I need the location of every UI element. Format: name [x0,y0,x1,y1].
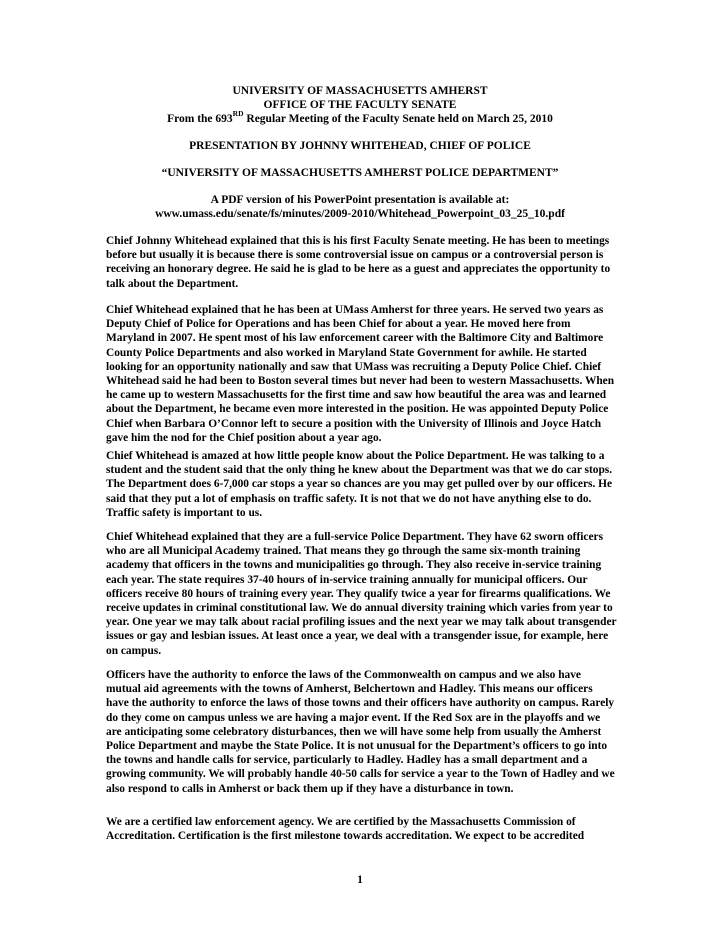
paragraph-training: Chief Whitehead explained that they are a full-service Police Department. They have 62 sworn officers who are all Municipal Academy trained. That means they go through the same six-month training academy that officers in the towns and municipalities go through. They also receive in-service training each year. The state requires 37-40 hours of in-service training annually for municipal officers. Our officers receive 80 hours of training every year. They qualify twice a year for firearms qualifications. We receive updates in criminal constitutional law. We do annual diversity training which varies from year to year. One year we may talk about racial profiling issues and the next year we may talk about transgender issues or gay and lesbian issues. At least once a year, we deal with a transgender issue, for example, here on campus. [106,531,617,657]
meeting-line [0,109,720,126]
paragraph-background: Chief Whitehead explained that he has been at UMass Amherst for three years. He served two years as Deputy Chief of Police for Operations and has been Chief for about a year. He moved here from Maryland in 2007. He spent most of his law enforcement career with the Baltimore City and Baltimore County Police Departments and also worked in Maryland State Government for awhile. He started looking for an opportunity nationally and saw that UMass was recruiting a Deputy Police Chief. Chief Whitehead said he had been to Boston several times but never had been to western Massachusetts. When he came up to western Massachusetts for the first time and saw how beautiful the area was and learned about the Department, he became even more interested in the position. He was appointed Deputy Police Chief when Barbara O’Connor left to secure a position with the University of Illinois and Joyce Hatch gave him the nod for the Chief position about a year ago. [106,304,615,444]
page-number: 1 [357,874,363,886]
office-heading: OFFICE OF THE FACULTY SENATE [263,99,457,111]
paragraph-certification: We are a certified law enforcement agency. We are certified by the Massachusetts Commission of Accreditation. Certification is the first milestone towards accreditation. We expect to be accredited [106,816,585,843]
meeting-suffix: Regular Meeting of the Faculty Senate held on March 25, 2010 [243,113,553,125]
pdf-link[interactable]: www.umass.edu/senate/fs/minutes/2009-2010/Whitehead_Powerpoint_03_25_10.pdf [155,208,565,220]
presentation-heading: PRESENTATION BY JOHNNY WHITEHEAD, CHIEF OF POLICE [189,140,531,152]
presentation-title: “UNIVERSITY OF MASSACHUSETTS AMHERST POLICE DEPARTMENT” [161,167,559,179]
paragraph-intro: Chief Johnny Whitehead explained that this is his first Faculty Senate meeting. He has been to meetings before but usually it is because there is some controversial issue on campus or a controversial person is receiving an honorary degree. He said he is glad to be here as a guest and appreciates the opportunity to talk about the Department. [106,235,611,290]
paragraph-awareness: Chief Whitehead is amazed at how little people know about the Police Department. He was talking to a student and the student said that the only thing he knew about the Department was that we do car stops. The Department does 6-7,000 car stops a year so chances are you may get pulled over by our officers. He said that they put a lot of emphasis on traffic safety. It is not that we do not have anything else to do. Traffic safety is important to us. [106,450,613,519]
paragraph-jurisdiction: Officers have the authority to enforce the laws of the Commonwealth on campus and we also have mutual aid agreements with the towns of Amherst, Belchertown and Hadley. This means our officers have the authority to enforce the laws of those towns and their officers have authority on campus. Rarely do they come on campus unless we are having a major event. If the Red Sox are in the playoffs and we are anticipating some celebratory disturbances, then we will have some help from usually the Amherst Police Department and maybe the State Police. It is not unusual for the Department’s officers to go into the towns and handle calls for service, particularly to Hadley. Hadley has a small department and a growing community. We will probably handle 40-50 calls for service a year to the Town of Hadley and we also respond to calls in Amherst or back them up if they have a disturbance in town. [106,669,615,795]
meeting-superscript: RD [232,109,244,119]
pdf-note: A PDF version of his PowerPoint presentation is available at: [210,194,510,206]
meeting-prefix: From the 693 [167,113,233,125]
university-heading: UNIVERSITY OF MASSACHUSETTS AMHERST [232,85,488,97]
